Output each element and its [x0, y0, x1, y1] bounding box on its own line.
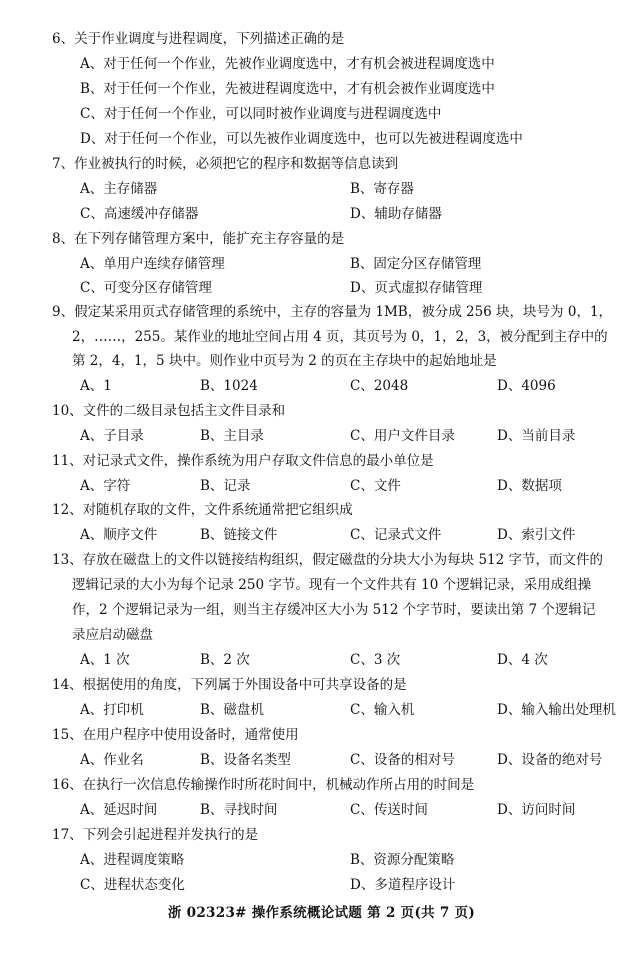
option-c: C、记录式文件: [350, 527, 442, 543]
option-b: B、2 次: [200, 652, 250, 668]
option-c: C、3 次: [350, 652, 401, 668]
option-c: C、可变分区存储管理: [80, 280, 212, 296]
option-a: A、对于任何一个作业，先被作业调度选中，才有机会被进程调度选中: [80, 56, 495, 72]
option-c: C、进程状态变化: [80, 877, 185, 893]
question-stem: 6、关于作业调度与进程调度，下列描述正确的是: [52, 31, 345, 47]
option-b: B、磁盘机: [200, 702, 264, 718]
option-b: B、寻找时间: [200, 802, 278, 818]
question-stem: 13、存放在磁盘上的文件以链接结构组织，假定磁盘的分块大小为每块 512 字节，而文件的: [52, 552, 604, 568]
question-stem: 17、下列会引起进程并发执行的是: [52, 827, 259, 843]
option-c: C、用户文件目录: [350, 428, 455, 444]
option-d: D、对于任何一个作业，可以先被作业调度选中，也可以先被进程调度选中: [80, 131, 523, 147]
option-a: A、字符: [80, 478, 131, 494]
option-a: A、延迟时间: [80, 802, 158, 818]
page-footer: 浙 02323# 操作系统概论试题 第 2 页(共 7 页): [167, 905, 476, 921]
question-stem-continued: 2，……，255。某作业的地址空间占用 4 页，其页号为 0，1，2，3，被分配到主存中的: [72, 329, 608, 345]
option-d: D、访问时间: [497, 802, 576, 818]
option-c: C、输入机: [350, 702, 415, 718]
option-a: A、打印机: [80, 702, 144, 718]
question-stem-continued: 录应启动磁盘: [72, 627, 153, 643]
option-c: C、2048: [350, 378, 409, 394]
question-stem: 12、对随机存取的文件，文件系统通常把它组织成: [52, 502, 353, 518]
option-c: C、对于任何一个作业，可以同时被作业调度与进程调度选中: [80, 106, 442, 122]
question-stem: 15、在用户程序中使用设备时，通常使用: [52, 727, 299, 743]
option-b: B、寄存器: [350, 181, 414, 197]
question-stem: 14、根据使用的角度，下列属于外围设备中可共享设备的是: [52, 677, 407, 693]
question-stem: 8、在下列存储管理方案中，能扩充主存容量的是: [52, 231, 345, 247]
option-b: B、对于任何一个作业，先被进程调度选中，才有机会被作业调度选中: [80, 81, 495, 97]
option-d: D、辅助存储器: [350, 206, 442, 222]
option-d: D、页式虚拟存储管理: [350, 280, 483, 296]
option-c: C、高速缓冲存储器: [80, 206, 199, 222]
option-a: A、1 次: [80, 652, 130, 668]
option-a: A、单用户连续存储管理: [80, 256, 225, 272]
question-stem-continued: 第 2，4，1，5 块中。则作业中页号为 2 的页在主存块中的起始地址是: [72, 353, 497, 369]
option-b: B、1024: [200, 378, 258, 394]
question-stem: 9、假定某采用页式存储管理的系统中，主存的容量为 1MB，被分成 256 块，块号为 0，1，: [52, 304, 613, 320]
option-b: B、记录: [200, 478, 251, 494]
option-b: B、固定分区存储管理: [350, 256, 482, 272]
option-a: A、1: [80, 378, 112, 394]
option-b: B、链接文件: [200, 527, 278, 543]
option-d: D、设备的绝对号: [497, 752, 603, 768]
option-a: A、作业名: [80, 752, 144, 768]
question-stem-continued: 逻辑记录的大小为每个记录 250 字节。现有一个文件共有 10 个逻辑记录，采用成组操: [72, 577, 592, 593]
option-a: A、主存储器: [80, 181, 158, 197]
option-a: A、顺序文件: [80, 527, 158, 543]
option-d: D、当前目录: [497, 428, 576, 444]
option-a: A、进程调度策略: [80, 852, 185, 868]
option-d: D、输入输出处理机: [497, 702, 616, 718]
option-d: D、数据项: [497, 478, 562, 494]
option-b: B、主目录: [200, 428, 264, 444]
question-stem: 11、对记录式文件，操作系统为用户存取文件信息的最小单位是: [52, 453, 434, 469]
option-c: C、传送时间: [350, 802, 428, 818]
option-d: D、4096: [497, 378, 556, 394]
question-stem: 10、文件的二级目录包括主文件目录和: [52, 403, 286, 419]
option-b: B、设备名类型: [200, 752, 291, 768]
option-d: D、4 次: [497, 652, 548, 668]
option-d: D、多道程序设计: [350, 877, 456, 893]
option-d: D、索引文件: [497, 527, 576, 543]
option-c: C、文件: [350, 478, 401, 494]
option-a: A、子目录: [80, 428, 144, 444]
question-stem-continued: 作，2 个逻辑记录为一组，则当主存缓冲区大小为 512 个字节时，要读出第 7 个逻辑记: [72, 602, 596, 618]
option-c: C、设备的相对号: [350, 752, 455, 768]
question-stem: 7、作业被执行的时候，必须把它的程序和数据等信息读到: [52, 156, 399, 172]
option-b: B、资源分配策略: [350, 852, 455, 868]
question-stem: 16、在执行一次信息传输操作时所花时间中，机械动作所占用的时间是: [52, 777, 475, 793]
